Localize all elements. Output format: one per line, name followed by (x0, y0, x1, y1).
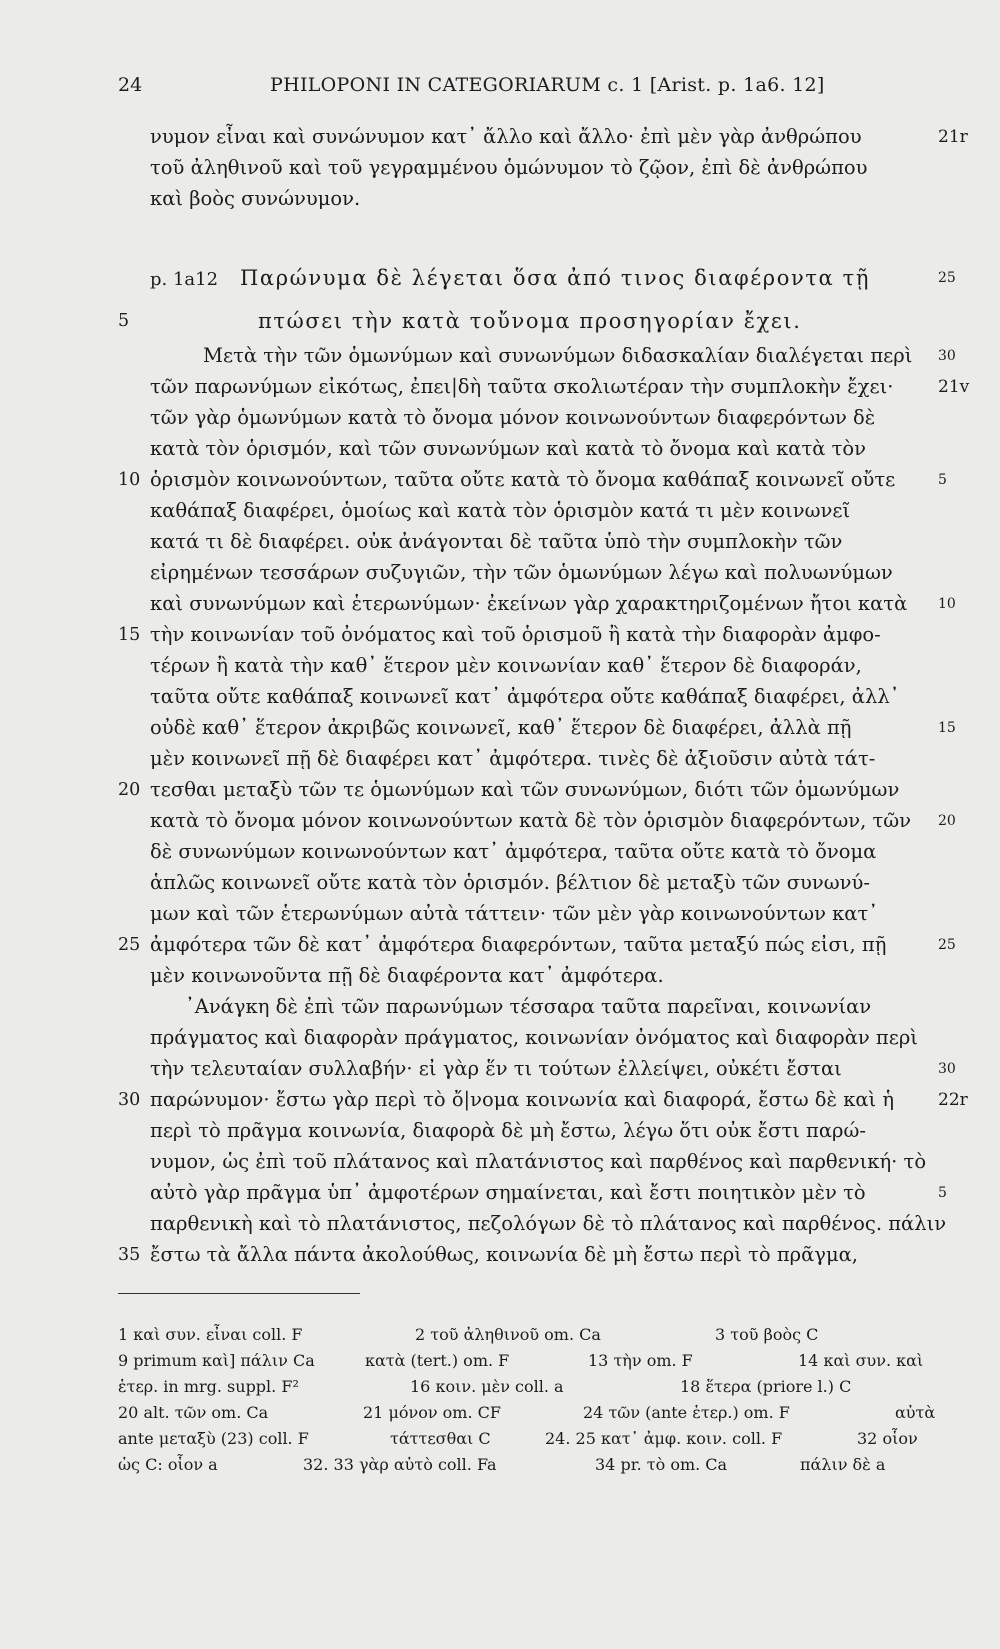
footnote-entry: 24 τῶν (ante ἑτερ.) om. F (583, 1403, 790, 1422)
margin-line-ref: 25 (938, 937, 956, 953)
text-line: κατά τι δὲ διαφέρει. οὐκ ἀνάγονται δὲ ταῦτα ὑπὸ τὴν συμπλοκὴν τῶν (150, 530, 843, 553)
folio-marker: 21v (938, 377, 970, 397)
page-number: 24 (118, 74, 143, 96)
line-number: 25 (118, 935, 141, 955)
text-line: τῶν γὰρ ὁμωνύμων κατὰ τὸ ὄνομα μόνον κοινωνούντων διαφερόντων δὲ (150, 406, 876, 429)
footnote-entry: 2 τοῦ ἀληθινοῦ om. Ca (415, 1325, 601, 1344)
text-line: μὲν κοινωνεῖ πῇ δὲ διαφέρει κατ᾽ ἀμφότερα. τινὲς δὲ ἀξιοῦσιν αὐτὰ τάτ- (150, 747, 876, 770)
text-line: τεσθαι μεταξὺ τῶν τε ὁμωνύμων καὶ τῶν συνωνύμων, διότι τῶν ὁμωνύμων (150, 778, 900, 801)
footnote-entry: 1 καὶ συν. εἶναι coll. F (118, 1325, 303, 1344)
footnote-entry: 9 primum καὶ] πάλιν Ca (118, 1351, 315, 1370)
text-line: τὴν τελευταίαν συλλαβήν· εἰ γὰρ ἕν τι τούτων ἐλλείψει, οὐκέτι ἔσται (150, 1057, 842, 1080)
text-line: παρθενικὴ καὶ τὸ πλατάνιστος, πεζολόγων δὲ τὸ πλάτανος καὶ παρθένος. πάλιν (150, 1212, 947, 1235)
text-line: τῶν παρωνύμων εἰκότως, ἐπει|δὴ ταῦτα σκολιωτέραν τὴν συμπλοκὴν ἔχει· (150, 375, 894, 398)
footnote-entry: αὐτὰ (895, 1403, 936, 1422)
line-number: 20 (118, 780, 141, 800)
text-line: ταῦτα οὔτε καθάπαξ κοινωνεῖ κατ᾽ ἀμφότερα οὔτε καθάπαξ διαφέρει, ἀλλ᾽ (150, 685, 900, 708)
lemma-line: πτώσει τὴν κατὰ τοὔνομα προσηγορίαν ἔχει. (258, 309, 802, 333)
text-line: δὲ συνωνύμων κοινωνούντων κατ᾽ ἀμφότερα, ταῦτα οὔτε κατὰ τὸ ὄνομα (150, 840, 877, 863)
page-header (118, 74, 978, 104)
footnote-entry: ἑτερ. in mrg. suppl. F² (118, 1377, 299, 1396)
text-line: καθάπαξ διαφέρει, ὁμοίως καὶ κατὰ τὸν ὁρισμὸν κατά τι μὲν κοινωνεῖ (150, 499, 851, 522)
margin-line-ref: 5 (938, 472, 947, 488)
footnote-entry: 3 τοῦ βοὸς C (715, 1325, 819, 1344)
text-line: νυμον, ὡς ἐπὶ τοῦ πλάτανος καὶ πλατάνιστος καὶ παρθένος καὶ παρθενική· τὸ (150, 1150, 927, 1173)
margin-line-ref: 10 (938, 596, 956, 612)
text-line: μὲν κοινωνοῦντα πῇ δὲ διαφέροντα κατ᾽ ἀμφότερα. (150, 964, 664, 987)
margin-line-ref: 30 (938, 1061, 956, 1077)
text-line: Μετὰ τὴν τῶν ὁμωνύμων καὶ συνωνύμων διδασκαλίαν διαλέγεται περὶ (203, 344, 913, 367)
margin-line-ref: 30 (938, 348, 956, 364)
text-line: κατὰ τὸν ὁρισμόν, καὶ τῶν συνωνύμων καὶ κατὰ τὸ ὄνομα καὶ κατὰ τὸν (150, 437, 867, 460)
text-line: ᾽Ανάγκη δὲ ἐπὶ τῶν παρωνύμων τέσσαρα ταῦτα παρεῖναι, κοινωνίαν (185, 995, 872, 1018)
running-title: PHILOPONI IN CATEGORIARUM c. 1 [Arist. p. 1a6. 12] (270, 74, 825, 96)
folio-marker: 21r (938, 127, 968, 147)
line-number: 5 (118, 311, 130, 331)
line-number: 35 (118, 1245, 141, 1265)
footnote-entry: ὡς C: οἷον a (118, 1455, 218, 1474)
margin-line-ref: 5 (938, 1185, 947, 1201)
footnote-entry: 24. 25 κατ᾽ ἀμφ. κοιν. coll. F (545, 1429, 783, 1448)
text-line: ἁπλῶς κοινωνεῖ οὔτε κατὰ τὸν ὁρισμόν. βέλτιον δὲ μεταξὺ τῶν συνωνύ- (150, 871, 870, 894)
text-line: καὶ βοὸς συνώνυμον. (150, 187, 361, 210)
text-line: καὶ συνωνύμων καὶ ἑτερωνύμων· ἐκείνων γὰρ χαρακτηριζομένων ἤτοι κατὰ (150, 592, 908, 615)
margin-line-ref: 15 (938, 720, 956, 736)
line-number: 30 (118, 1090, 141, 1110)
footnote-entry: 18 ἕτερα (priore l.) C (680, 1377, 852, 1396)
text-line: τέρων ἢ κατὰ τὴν καθ᾽ ἕτερον μὲν κοινωνίαν καθ᾽ ἕτερον δὲ διαφοράν, (150, 654, 862, 677)
text-line: αὐτὸ γὰρ πρᾶγμα ὑπ᾽ ἀμφοτέρων σημαίνεται, καὶ ἔστι ποιητικὸν μὲν τὸ (150, 1181, 866, 1204)
line-number: 10 (118, 470, 141, 490)
footnote-entry: ante μεταξὺ (23) coll. F (118, 1429, 309, 1448)
text-line: μων καὶ τῶν ἑτερωνύμων αὐτὰ τάττειν· τῶν μὲν γὰρ κοινωνούντων κατ᾽ (150, 902, 879, 925)
lemma-reference: p. 1a12 (150, 269, 219, 290)
footnote-entry: 14 καὶ συν. καὶ (798, 1351, 924, 1370)
line-number: 15 (118, 625, 141, 645)
footnote-entry: 21 μόνον om. CF (363, 1403, 501, 1422)
text-line: ὁρισμὸν κοινωνούντων, ταῦτα οὔτε κατὰ τὸ ὄνομα καθάπαξ κοινωνεῖ οὔτε (150, 468, 896, 491)
footnote-entry: πάλιν δὲ a (800, 1455, 886, 1474)
text-line: ἔστω τὰ ἄλλα πάντα ἀκολούθως, κοινωνία δὲ μὴ ἔστω περὶ τὸ πρᾶγμα, (150, 1243, 858, 1266)
margin-line-ref: 20 (938, 813, 956, 829)
text-line: κατὰ τὸ ὄνομα μόνον κοινωνούντων κατὰ δὲ τὸν ὁρισμὸν διαφερόντων, τῶν (150, 809, 912, 832)
footnote-entry: 13 τὴν om. F (588, 1351, 693, 1370)
footnote-entry: τάττεσθαι C (390, 1429, 491, 1448)
footnote-entry: 32. 33 γὰρ αὐτὸ coll. Fa (303, 1455, 497, 1474)
footnote-entry: κατὰ (tert.) om. F (365, 1351, 510, 1370)
text-line: τοῦ ἀληθινοῦ καὶ τοῦ γεγραμμένου ὁμώνυμον τὸ ζῷον, ἐπὶ δὲ ἀνθρώπου (150, 156, 868, 179)
footnote-entry: 32 οἷον (857, 1429, 918, 1448)
text-line: πράγματος καὶ διαφορὰν πράγματος, κοινωνίαν ὀνόματος καὶ διαφορὰν περὶ (150, 1026, 918, 1049)
text-line: εἰρημένων τεσσάρων συζυγιῶν, τὴν τῶν ὁμωνύμων λέγω καὶ πολυωνύμων (150, 561, 893, 584)
lemma-first-line: Παρώνυμα δὲ λέγεται ὅσα ἀπό τινος διαφέροντα τῇ (240, 266, 871, 290)
text-line: παρώνυμον· ἔστω γὰρ περὶ τὸ ὄ|νομα κοινωνία καὶ διαφορά, ἔστω δὲ καὶ ἡ (150, 1088, 895, 1111)
footnote-entry: 34 pr. τὸ om. Ca (595, 1455, 728, 1474)
text-line: τὴν κοινωνίαν τοῦ ὀνόματος καὶ τοῦ ὁρισμοῦ ἢ κατὰ τὴν διαφορὰν ἀμφο- (150, 623, 881, 646)
text-line: νυμον εἶναι καὶ συνώνυμον κατ᾽ ἄλλο καὶ ἄλλο· ἐπὶ μὲν γὰρ ἀνθρώπου (150, 125, 862, 148)
text-line: περὶ τὸ πρᾶγμα κοινωνία, διαφορὰ δὲ μὴ ἔστω, λέγω ὅτι οὐκ ἔστι παρώ- (150, 1119, 866, 1142)
folio-marker: 22r (938, 1090, 968, 1110)
footnote-entry: 16 κοιν. μὲν coll. a (410, 1377, 564, 1396)
text-line: οὐδὲ καθ᾽ ἕτερον ἀκριβῶς κοινωνεῖ, καθ᾽ ἕτερον δὲ διαφέρει, ἀλλὰ πῇ (150, 716, 852, 739)
margin-line-ref: 25 (938, 270, 956, 286)
footnote-rule (118, 1293, 360, 1294)
footnote-entry: 20 alt. τῶν om. Ca (118, 1403, 269, 1422)
text-line: ἀμφότερα τῶν δὲ κατ᾽ ἀμφότερα διαφερόντων, ταῦτα μεταξύ πώς εἰσι, πῇ (150, 933, 887, 956)
